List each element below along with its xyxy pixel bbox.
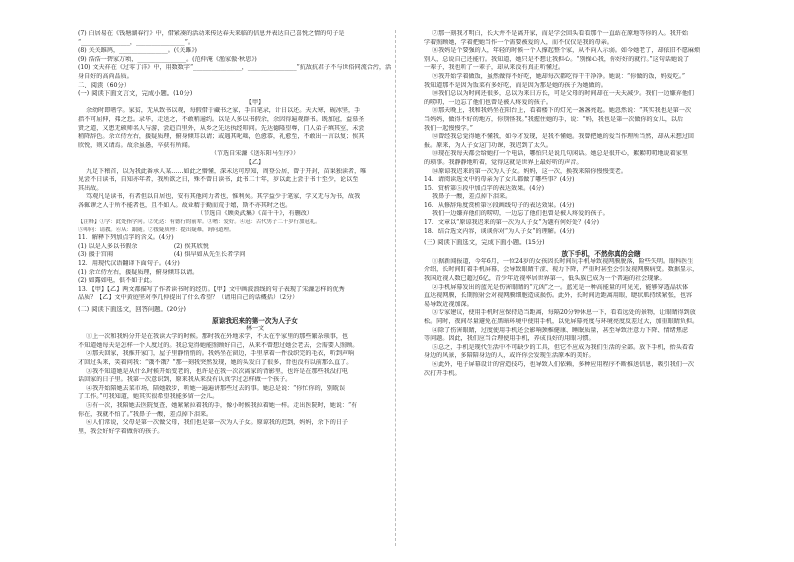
text-line: ②那天回家，我推开家门，屋子里静悄悄的。我妈坐在窗边，手里拿着一件没织完的毛衣，听到声响 (86, 350, 355, 358)
text-line: 12．用现代汉语翻译下面句子。(4分) (78, 260, 180, 268)
text-line: 稍降辞色。余立侍左右，援疑质理，俯身倾耳以请；或遇其叱咄，色愈恭，礼愈至，不敢出一言以复；俟其 (78, 133, 365, 141)
text-line: ②手机屏幕发出的蓝光是伤害眼睛的“元凶”之一。蓝光是一种高能量的可见光，能够穿透晶状体 (432, 283, 689, 291)
text-line: ⑭原谅我迟来的第一次为人子女。妈妈，这一次，换我来陪你慢慢变老。 (432, 167, 627, 175)
text-line: 才回过头来，笑着问我：“饿不饿？”那一刻我突然发现，她的头发白了很多，背也没有以前那么直了。 (78, 358, 353, 366)
right-column (424, 30, 778, 378)
text-line: 话回家的日子里。我第一次意识到，原来我从来没有认真学过怎样做一个孩子。 (78, 376, 292, 384)
text-line: 我国近视人数已超过6亿，青少年近视率居世界第一，低头族已成为一个普遍的社会现象。 (424, 275, 666, 283)
text-line: 贤之道，又患无硕师名人与游，尝趋百里外，从乡之先达执经叩问。先达德隆望尊，门人弟子填其室，未尝 (78, 124, 365, 132)
text-line: 当妈妈，做得不好的地方，你别怪我。”我握住她的手，说：“妈，我也是第一次做你的女儿，以后 (424, 115, 684, 123)
text-line: (1) 以是人多以书假余 (2) 俟其欣悦 (78, 242, 209, 250)
text-line: 我知道那不是因为饭菜有多好吃，而是因为那是她的孩子为她做的。 (424, 81, 607, 89)
text-line: 14．请阅读选文中的母亲为了女儿都做了哪些事？(4分) (424, 176, 575, 184)
text-line: ⑧我妈是个要强的人，年轻的时候一个人撑起整个家，从不向人示弱。如今她老了，却依旧不愿麻烦 (432, 47, 701, 55)
text-line: 里，我会好好学着做你的孩子。 (78, 427, 164, 435)
text-line: 等问题。因此，我们应当合理使用手机，养成良好的用眼习惯。 (424, 335, 595, 343)
text-line: ⑪那天晚上，我和我妈坐在阳台上，看着楼下的灯光一盏盏亮起。她忽然说：“其实我也是第一次 (432, 107, 692, 115)
text-line: 报。原来，为人子女这门功课，我迟到了太久。 (424, 141, 552, 149)
text-line: 九足下稽首，以为我此番承人某……如此之懵懂，深未达可厚知，周登公居，曾于开封，苗果独读者，唯 (86, 167, 367, 175)
text-line: 的琐事。我静静地听着，觉得这就是世界上最好听的声音。 (424, 158, 583, 166)
text-line: (10) 文天祥在《过零丁洋》中，用数数字“________________，________________”抗敌抗君子不与世俗同流合污，活 (78, 64, 392, 72)
text-line: ⑥人们常说，父母是第一次做父母，我们也是第一次为人子女。原谅我的迟到，妈妈，余下的日子 (86, 419, 349, 427)
text-line: (三) 阅读下面选文，完成下面小题。(15分) (424, 239, 545, 247)
text-line: ⑬现在我每天都会给她打一个电话，哪怕只是说几句闲话。她总是很开心，絮絮叨叨地说着家里 (432, 150, 688, 158)
text-line: 次打开手机。 (424, 369, 461, 377)
text-line: 17．文章以“原谅我迟来的第一次为人子女”为题有何好处？(4分) (424, 219, 599, 227)
column-divider (395, 30, 396, 546)
text-line: (9) 浩浩一碧家万顷，________________。(范仲淹《渔家傲·秋思》) (78, 55, 257, 63)
text-line: 我们一起慢慢学。” (424, 124, 473, 132)
text-line: ④我开始陪她去菜市场，陪她散步，听她一遍遍讲那些过去的事。她总是说：“你忙你的，别耽误 (86, 384, 346, 392)
text-line: ⑩我们总以为时间还很多，总以为来日方长，可是父母的时间却在一天天减少。我们一边嫌弃他们 (432, 90, 695, 98)
text-line: 易导致近视加深。 (424, 300, 473, 308)
text-line: ⑦那一刻我才明白，长大并不是离开家，而是学会回头看看那个一直站在原地等你的人。我开始 (432, 30, 688, 37)
text-line: 品质？【乙】文中黄庭坚对李几仲提出了什么希望？（请用自己的话概括）（2分） (78, 294, 299, 302)
text-line: ⑨我开始学着做饭，虽然做得不好吃，她却每次都吃得干干净净。她说：“你做的饭，妈爱吃。” (432, 72, 686, 80)
passage-title: 原谅我迟来的第一次为人子女 (212, 316, 298, 325)
text-line: 15．赏析第⑤段中加点字的表达效果。(4分) (424, 184, 544, 192)
text-line: 11．解释下列加点字的含义。(4分) (78, 234, 174, 242)
text-line: (7) 白居易在《钱塘湖春行》中，借紧凑的活动来传达春天来临的信息并表达自己喜悦之情的句子是 (78, 30, 345, 37)
text-line: 指不可屈伸，弗之怠。录毕，走送之，不敢稍逾约。以是人多以书假余，余因得遍观群书。既加冠，益慕圣 (78, 115, 365, 123)
text-line: 学着照顾她，学着把她当作一个需要被爱的人，而不仅仅是我的母亲。 (424, 38, 613, 46)
text-line: (3) 援于宫闱 (4) 惧早如从先生长者学问 (78, 251, 246, 259)
text-line: 我鼻子一酸，差点掉下泪来。 (432, 193, 512, 201)
text-line: ③我不知道她是从什么时候开始变老的，也许是在我一次次离家的背影里，也许是在那些我没打电 (86, 367, 349, 375)
text-line: ③专家建议，使用手机时应保持适当距离，每隔20分钟休息一下，看看远处的景物，让眼睛得到放 (432, 309, 696, 317)
text-line: 介绍，长时间盯着手机屏幕，会导致眼睛干涩、视力下降，严重时甚至会引发视网膜病变。数据显示， (424, 266, 699, 274)
text-line: 18．结合选文内容，谈谈你对“为人子女”的理解。(4分) (424, 227, 575, 235)
text-line: ⑥此外，电子屏幕设计的营造技巧，也导致人们依赖，多种应用程序不断推送信息，吸引我们一次 (432, 360, 695, 368)
text-line: (8) 关关雎鸠，________________。(《关雎》) (78, 47, 197, 55)
text-line: 其出故。 (78, 184, 103, 192)
text-line: 直达视网膜，长期照射会对视网膜细胞造成损伤。此外，长时间近距离用眼，睫状肌持续紧张，也容 (424, 292, 693, 300)
text-line: 【乙】 (245, 158, 265, 166)
text-line: 别人，总说自己还能行。我知道，她只是不想让我担心。“别操心我，你好好的就行。”这句话她说了 (424, 55, 690, 63)
text-line: 身自好的高尚品质。 (78, 72, 133, 80)
text-line: 我们一边嫌弃他们的唠叨，一边忘了他们也曾是被人疼爱的孩子。 (432, 210, 609, 218)
text-line: (一) 阅读下面文言文，完成小题。(10分) (78, 90, 193, 98)
text-line: 笃观凡是读书，有者但以自居也，安有其他问力者也，惟利矣。其学益少于笔家，学又无与为书，故我 (86, 193, 361, 201)
text-line: 余幼时即嗜学。家贫，无从致书以观，每假借于藏书之家，手自笔录，计日以还。天大寒，砚冰坚，手 (86, 107, 361, 115)
text-line: 的唠叨，一边忘了他们也曾是被人疼爱的孩子。 (424, 98, 552, 106)
text-line: ⑤叩问：请教。⑥从：跟随。⑦援疑质理：提出疑难，询问道理。 (78, 226, 235, 233)
text-line: ①据新闻报道，今年6月，一位24岁的女孩因长时间玩手机导致视网膜脱落，险些失明。眼科医生 (432, 257, 694, 265)
text-line: 欣悦，则又请焉。故余虽愚，卒获有所闻。 (78, 141, 194, 149)
text-line: 二、阅读（60分） (78, 81, 131, 89)
text-line: ①上一次和我妈分开是在我读大学的时候。那时我在外地求学，不太在乎家里的那些繁杂琐事，也 (86, 333, 349, 341)
text-line: 【甲】 (245, 98, 265, 106)
text-line: ⑫曾经我总觉得她不懂我，如今才发现，是我不懂她。我曾把她的爱当作理所当然，却从未想过回 (432, 133, 695, 141)
text-line: (1) 余立侍左右，援疑质理，俯身倾耳以请。 (78, 268, 199, 276)
text-line: ⑤有一次，我陪她去医院复查，她紧紧拉着我的手，像小时候我拉着她一样。走出医院时，她说：“有 (86, 401, 358, 409)
text-line: ⑤总之，手机是现代生活中不可缺少的工具，但它不应成为我们生活的全部。放下手机，抬头看看 (432, 343, 695, 351)
text-line: （节选自《顾炎武集》《苗千千》，有删改） (197, 210, 313, 218)
text-line: 一辈子，我也听了一辈子，却从来没有真正听懂过。 (424, 64, 565, 72)
text-line: 各辄谬之人于所不能者也，且不如人。故业精于勤而荒于嬉，斯不亦其时之也。 (78, 201, 292, 209)
text-line: 16．从修辞角度赏析第⑨段画线句子的表达效果。(4分) (424, 201, 575, 209)
text-line: 松。同时，夜间尽量避免在黑暗环境中使用手机，以免屏幕亮度与环境亮度反差过大，加重眼睛负担。 (424, 318, 699, 325)
text-line: (2) 如露如电，俱不如于此。 (78, 277, 156, 285)
text-line: (二) 阅读下面选文，回答问题。(20分) (78, 306, 186, 313)
text-line: ④除了伤害眼睛，过度使用手机还会影响颈椎健康、睡眠质量，甚至导致注意力下降、情绪焦虑 (432, 326, 688, 334)
text-line: 了工作。”可我知道，她其实很希望我能多留一会儿。 (78, 393, 219, 401)
text-line: 不知道她每天是怎样一个人度过的。我总觉得她能照顾好自己，从来不曾想过她会老去，会需要人照顾。 (78, 341, 359, 349)
text-line: “________________，________________”。 (78, 38, 194, 46)
passage-title: 放下手机，不然你真的会瞎 (561, 249, 641, 258)
text-line: 见尝不日读书，自知亦年者，我所欲之日，殊不曾日读书，此书二十年，岁以此上尝于书十至少，论以至 (78, 176, 359, 184)
text-line: 你在，我就不怕了。”我鼻子一酸，差点掉下泪来。 (78, 410, 213, 418)
text-line: 13．【甲】【乙】两文都描写了作者读书时的经历。【甲】文中画波浪线的句子表现了宋濂怎样的优秀 (78, 285, 345, 293)
left-column (78, 30, 432, 436)
text-line: 身边的风景，多陪陪身边的人，或许你会发现生活原本的美好。 (424, 352, 595, 360)
text-line: 林一文 (245, 324, 265, 332)
text-line: 【注释】①学：此处指学问。②先达：有德行的前辈。③嗜：爱好。④冠：古代男子二十岁行加冠礼。 (78, 219, 321, 226)
text-line: （节选自宋濂《送东阳马生序》） (210, 150, 300, 158)
